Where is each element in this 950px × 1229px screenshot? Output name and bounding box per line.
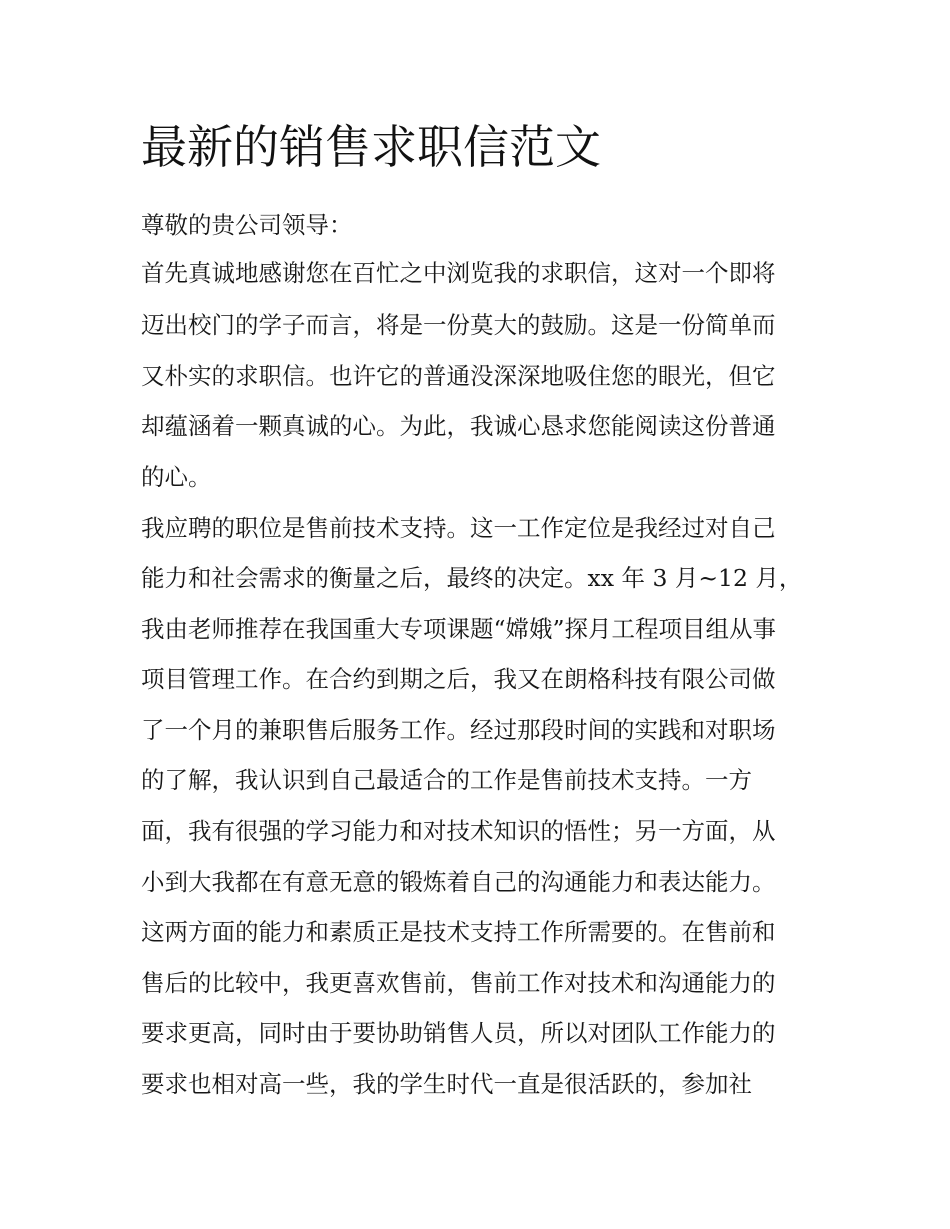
body-line: 能力和社会需求的衡量之后，最终的决定。xx 年 3 月~12 月， (141, 564, 803, 592)
body-line: 又朴实的求职信。也许它的普通没深深地吸住您的眼光，但它 (141, 362, 776, 390)
body-line: 要求更高，同时由于要协助销售人员，所以对团队工作能力的 (141, 1019, 776, 1047)
body-line: 售后的比较中，我更喜欢售前，售前工作对技术和沟通能力的 (141, 969, 776, 997)
body-line: 迈出校门的学子而言，将是一份莫大的鼓励。这是一份简单而 (141, 311, 776, 339)
salutation: 尊敬的贵公司领导： (141, 211, 353, 239)
body-line: 却蕴涵着一颗真诚的心。为此，我诚心恳求您能阅读这份普通 (141, 412, 776, 440)
body-line: 面，我有很强的学习能力和对技术知识的悟性；另一方面，从 (141, 817, 776, 845)
body-line: 的心。 (141, 463, 212, 491)
document-title: 最新的销售求职信范文 (141, 120, 601, 174)
body-line: 要求也相对高一些，我的学生时代一直是很活跃的，参加社 (141, 1070, 752, 1098)
body-line: 这两方面的能力和素质正是技术支持工作所需要的。在售前和 (141, 918, 776, 946)
body-line: 项目管理工作。在合约到期之后，我又在朗格科技有限公司做 (141, 665, 776, 693)
body-line: 小到大我都在有意无意的锻炼着自己的沟通能力和表达能力。 (141, 868, 776, 896)
body-line: 我应聘的职位是售前技术支持。这一工作定位是我经过对自己 (141, 514, 776, 542)
body-line: 的了解，我认识到自己最适合的工作是售前技术支持。一方 (141, 766, 752, 794)
body-line: 首先真诚地感谢您在百忙之中浏览我的求职信，这对一个即将 (141, 259, 776, 287)
body-line: 了一个月的兼职售后服务工作。经过那段时间的实践和对职场 (141, 716, 776, 744)
body-line: 我由老师推荐在我国重大专项课题“嫦娥”探月工程项目组从事 (141, 615, 777, 643)
